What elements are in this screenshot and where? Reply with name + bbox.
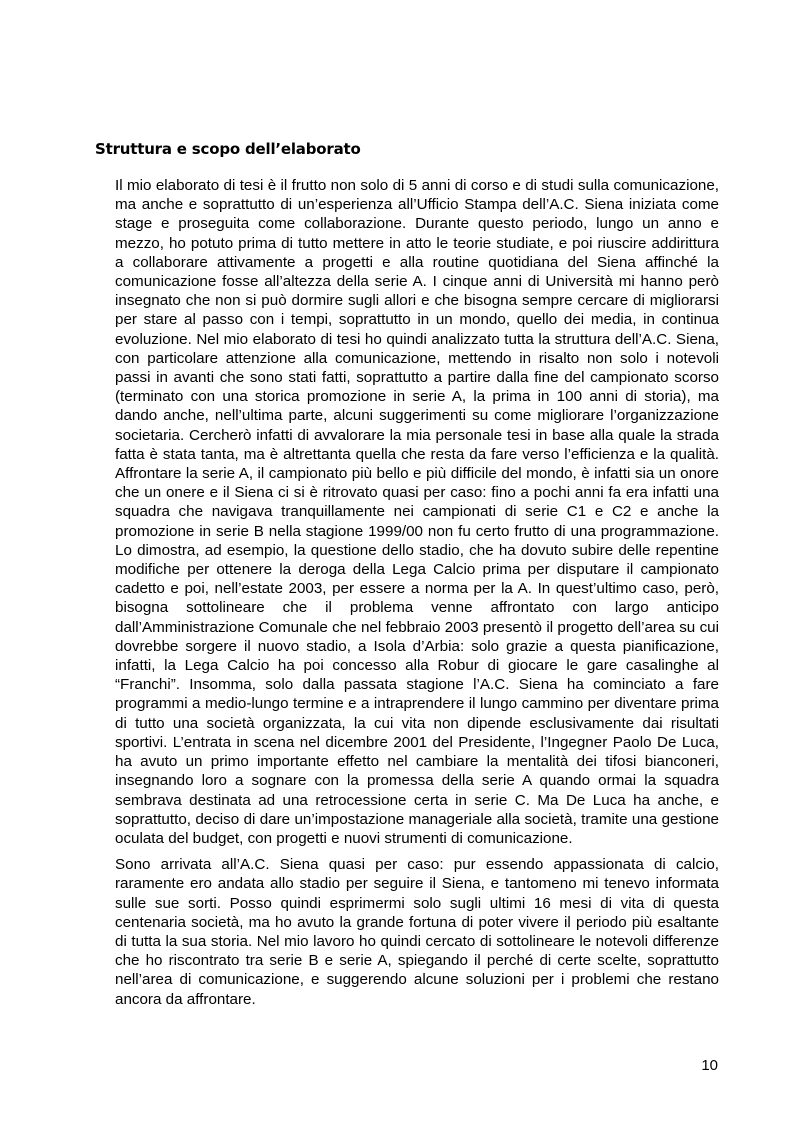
body-paragraph-1: Il mio elaborato di tesi è il frutto non solo di 5 anni di corso e di studi sulla comunicazione, ma anche e soprattutto di un’esperienza all’Ufficio Stampa dell’A.C. Siena iniziata come stage e proseguita come collaborazione. Durante questo periodo, lungo un anno e mezzo, ho potuto prima di tutto mettere in atto le teorie studiate, e poi riuscire addirittura a collaborare attivamente a progetti e alla routine quotidiana del Siena affinché la comunicazione fosse all’altezza della serie A. I cinque anni di Università mi hanno però insegnato che non si può dormire sugli allori e che bisogna sempre cercare di migliorarsi per stare al passo con i tempi, soprattutto in un mondo, quello dei media, in continua evoluzione. Nel mio elaborato di tesi ho quindi analizzato tutta la struttura dell’A.C. Siena, con particolare attenzione alla comunicazione, mettendo in risalto non solo i notevoli passi in avanti che sono stati fatti, soprattutto a partire dalla fine del campionato scorso (terminato con una storica promozione in serie A, la prima in 100 anni di storia), ma dando anche, nell’ultima parte, alcuni suggerimenti su come migliorare l’organizzazione societaria. Cercherò infatti di avvalorare la mia personale tesi in base alla quale la strada fatta è stata tanta, ma è altrettanta quella che resta da fare verso l’efficienza e la qualità. Affrontare la serie A, il campionato più bello e più difficile del mondo, è infatti sia un onore che un onere e il Siena ci si è ritrovato quasi per caso: fino a pochi anni fa era infatti una squadra che navigava tranquillamente nei campionati di serie C1 e C2 e anche la promozione in serie B nella stagione 1999/00 non fu certo frutto di una programmazione. Lo dimostra, ad esempio, la questione dello stadio, che ha dovuto subire delle repentine modifiche per ottenere la deroga della Lega Calcio prima per disputare il campionato cadetto e poi, nell’estate 2003, per essere a norma per la A. In quest’ultimo caso, però, bisogna sottolineare che il problema venne affrontato con largo anticipo dall’Amministrazione Comunale che nel febbraio 2003 presentò il progetto dell’area su cui dovrebbe sorgere il nuovo stadio, a Isola d’Arbia: solo grazie a questa pianificazione, infatti, la Lega Calcio ha poi concesso alla Robur di giocare le gare casalinghe al “Franchi”. Insomma, solo dalla passata stagione l’A.C. Siena ha cominciato a fare programmi a medio-lungo termine e a intraprendere il lungo cammino per diventare prima di tutto una società organizzata, la cui vita non dipende esclusivamente dai risultati sportivi. L’entrata in scena nel dicembre 2001 del Presidente, l’Ingegner Paolo De Luca, ha avuto un primo importante effetto nel cambiare la mentalità dei tifosi bianconeri, insegnando loro a sognare con la promessa della serie A quando ormai la squadra sembrava destinata ad una retrocessione certa in serie C. Ma De Luca ha anche, e soprattutto, deciso di dare un’impostazione manageriale alla società, tramite una gestione oculata del budget, con progetti e nuovi strumenti di comunicazione. [115,177,719,847]
page-number: 10 [701,1057,718,1074]
section-body [115,176,719,1009]
body-paragraph-2: Sono arrivata all’A.C. Siena quasi per caso: pur essendo appassionata di calcio, raramente ero andata allo stadio per seguire il Siena, e tantomeno mi tenevo informata sulle sue sorti. Posso quindi esprimermi solo sugli ultimi 16 mesi di vita di questa centenaria società, ma ho avuto la grande fortuna di poter vivere il periodo più esaltante di tutta la sua storia. Nel mio lavoro ho quindi cercato di sottolineare le notevoli differenze che ho riscontrato tra serie B e serie A, spiegando il perché di certe scelte, soprattutto nell’area di comunicazione, e suggerendo alcune soluzioni per i problemi che restano ancora da affrontare. [115,856,719,1008]
section-heading: Struttura e scopo dell’elaborato [95,140,361,158]
